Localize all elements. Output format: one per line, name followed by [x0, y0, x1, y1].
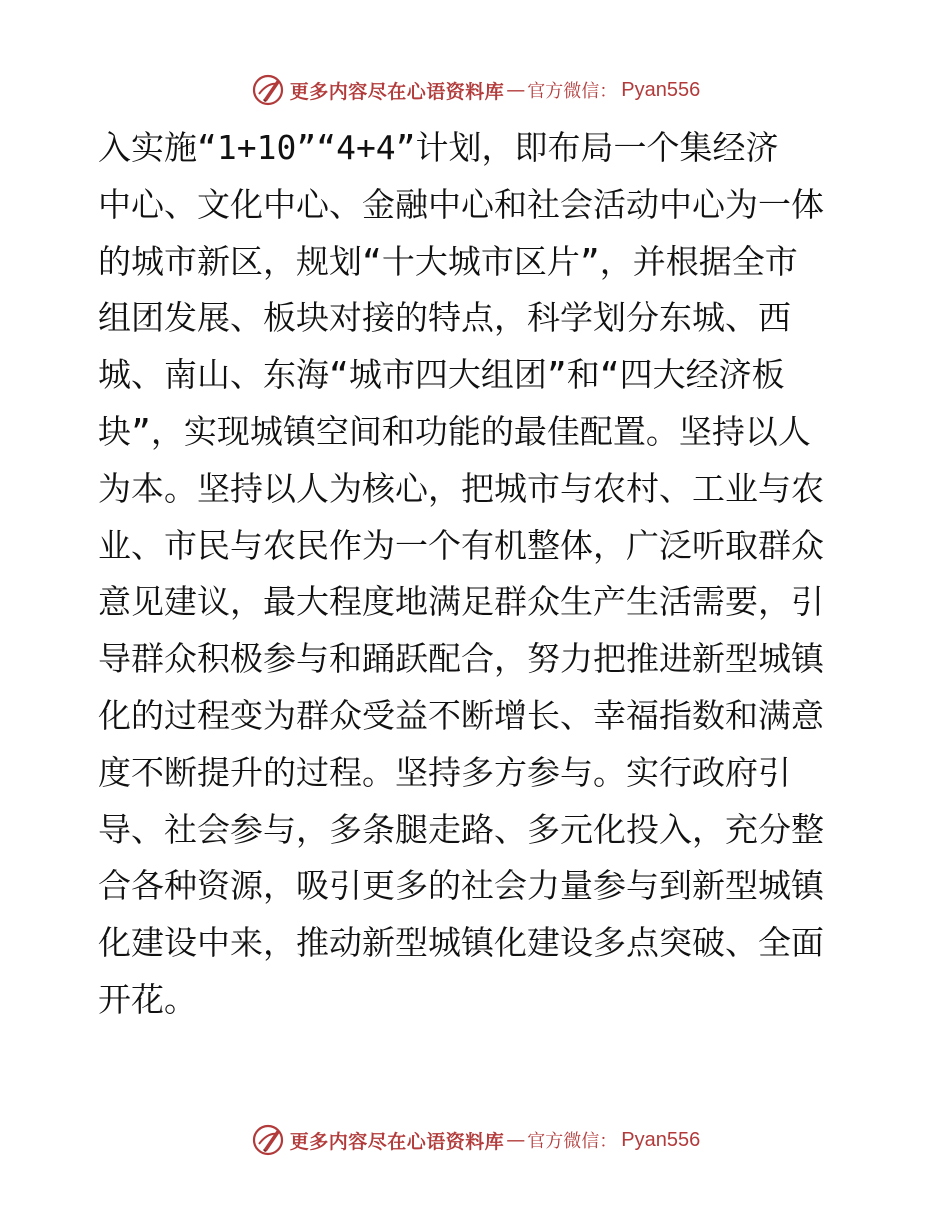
body-line: 化建设中来，推动新型城镇化建设多点突破、全面 — [98, 923, 824, 963]
body-line: 中心、文化中心、金融中心和社会活动中心为一体 — [98, 184, 824, 224]
body-line: 组团发展、板块对接的特点，科学划分东城、西 — [98, 298, 791, 338]
site-name-text: 更多内容尽在心语资料库 — [289, 1130, 505, 1153]
body-line: 化的过程变为群众受益不断增长、幸福指数和满意 — [98, 695, 824, 735]
banner-dash: — — [506, 79, 526, 101]
body-line: 的城市新区，规划“十大城市区片”，并根据全市 — [98, 241, 798, 281]
body-line: 城、南山、东海“城市四大组团”和“四大经济板 — [98, 355, 785, 395]
wechat-id: Pyan556 — [621, 78, 701, 101]
body-line: 块”，实现城镇空间和功能的最佳配置。坚持以人 — [98, 411, 811, 451]
footer-banner — [0, 1120, 950, 1160]
body-line: 意见建议，最大程度地满足群众生产生活需要，引 — [98, 582, 824, 622]
wechat-label: 官方微信： — [527, 81, 618, 102]
pen-logo-icon — [250, 1122, 286, 1158]
body-line: 业、市民与农民作为一个有机整体，广泛听取群众 — [98, 525, 824, 565]
document-body — [98, 120, 858, 1029]
body-line: 入实施“1+10”“4+4”计划，即布局一个集经济 — [98, 128, 779, 167]
pen-logo-icon — [250, 72, 286, 108]
wechat-id: Pyan556 — [621, 1128, 701, 1151]
banner-dash: — — [506, 1129, 526, 1151]
wechat-label: 官方微信： — [527, 1131, 618, 1152]
body-line: 导群众积极参与和踊跃配合，努力把推进新型城镇 — [98, 639, 824, 679]
body-line: 导、社会参与，多条腿走路、多元化投入，充分整 — [98, 809, 824, 849]
body-line: 度不断提升的过程。坚持多方参与。实行政府引 — [98, 752, 791, 792]
body-line: 开花。 — [98, 979, 197, 1019]
site-name-text: 更多内容尽在心语资料库 — [289, 80, 505, 103]
header-banner — [0, 70, 950, 110]
body-line: 为本。坚持以人为核心，把城市与农村、工业与农 — [98, 468, 824, 508]
body-line: 合各种资源，吸引更多的社会力量参与到新型城镇 — [98, 866, 824, 906]
